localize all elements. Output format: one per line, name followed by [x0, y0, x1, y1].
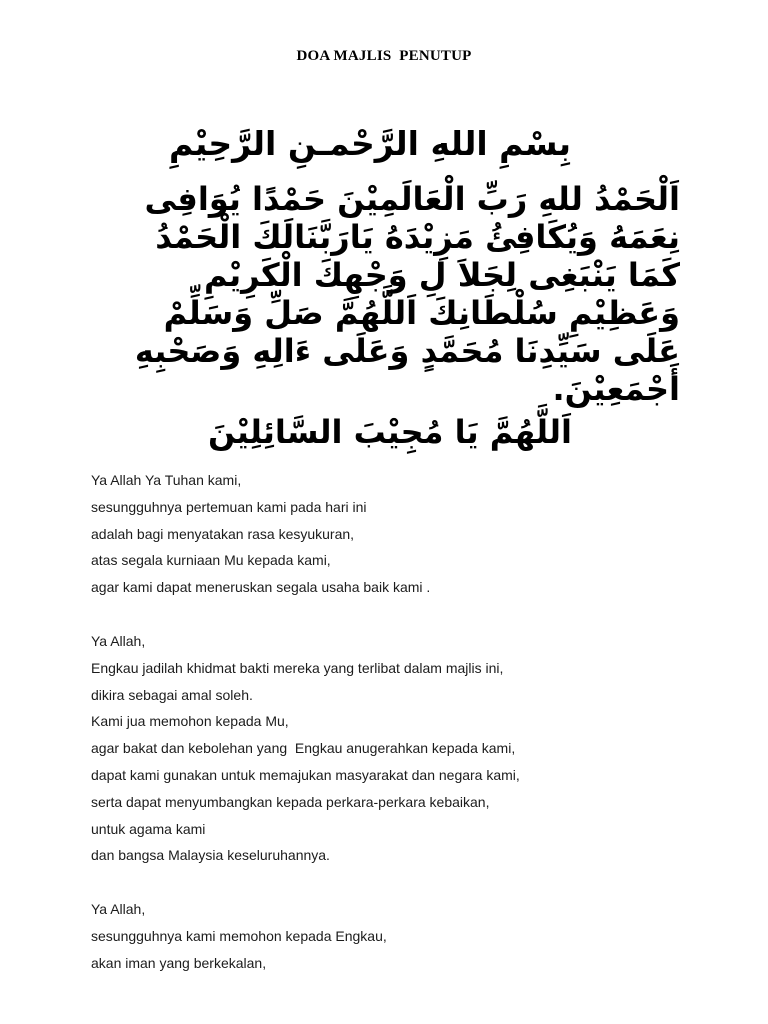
translation-line: Ya Allah Ya Tuhan kami, — [91, 472, 242, 488]
arabic-doa-block — [120, 180, 680, 408]
translation-line: dikira sebagai amal soleh. — [91, 686, 253, 703]
document-title: DOA MAJLIS PENUTUP — [296, 48, 472, 64]
arabic-doa-line: نِعَمَهُ وَيُكَافِئُ مَزِيْدَهُ يَارَبَّنَالَكَ الْحَمْدُ — [155, 218, 680, 256]
arabic-doa-line: عَلَى سَيِّدِنَا مُحَمَّدٍ وَعَلَى ءَالِهِ وَصَحْبِهِ — [134, 332, 680, 370]
translation-stanza-1 — [91, 467, 731, 601]
translation-line: sesungguhnya kami memohon kepada Engkau, — [91, 927, 387, 944]
translation-line: untuk agama kami — [91, 820, 206, 837]
translation-line: Kami jua memohon kepada Mu, — [91, 713, 289, 730]
translation-stanza-3 — [91, 896, 731, 976]
translation-line: agar bakat dan kebolehan yang Engkau anugerahkan kepada kami, — [91, 740, 516, 757]
translation-line: Ya Allah, — [91, 632, 146, 649]
translation-line: dan bangsa Malaysia keseluruhannya. — [91, 847, 330, 864]
translation-line: akan iman yang berkekalan, — [91, 954, 267, 971]
translation-stanza-2 — [91, 628, 731, 869]
translation-line: Engkau jadilah khidmat bakti mereka yang terlibat dalam majlis ini, — [91, 659, 504, 676]
arabic-closing-line: اَللَّهُمَّ يَا مُجِيْبَ السَّائِلِيْنَ — [207, 413, 573, 451]
translation-line: sesungguhnya pertemuan kami pada hari ini — [91, 498, 367, 515]
translation-line: dapat kami gunakan untuk memajukan masyarakat dan negara kami, — [91, 766, 520, 783]
translation-line: atas segala kurniaan Mu kepada kami, — [91, 552, 331, 569]
arabic-doa-line: كَمَا يَنْبَغِى لِجَلاَ لِ وَجْهِكَ الْكَرِيْمِ — [204, 256, 680, 294]
arabic-doa-line: وَعَظِيْمِ سُلْطَانِكَ اَللَّهُمَّ صَلِّ وَسَلِّمْ — [163, 294, 680, 332]
arabic-doa-line: اَلْحَمْدُ للهِ رَبِّ الْعَالَمِيْنَ حَمْدًا يُوَافِى — [144, 180, 680, 218]
translation-line: Ya Allah, — [91, 901, 146, 918]
malay-translation — [91, 467, 731, 977]
translation-line: agar kami dapat meneruskan segala usaha baik kami . — [91, 579, 431, 596]
basmalah-text: بِسْمِ اللهِ الرَّحْمـنِ الرَّحِيْمِ — [169, 124, 571, 163]
arabic-doa-line: أَجْمَعِيْنَ. — [552, 370, 680, 408]
translation-line: adalah bagi menyatakan rasa kesyukuran, — [91, 525, 355, 542]
translation-line: serta dapat menyumbangkan kepada perkara-perkara kebaikan, — [91, 793, 490, 810]
